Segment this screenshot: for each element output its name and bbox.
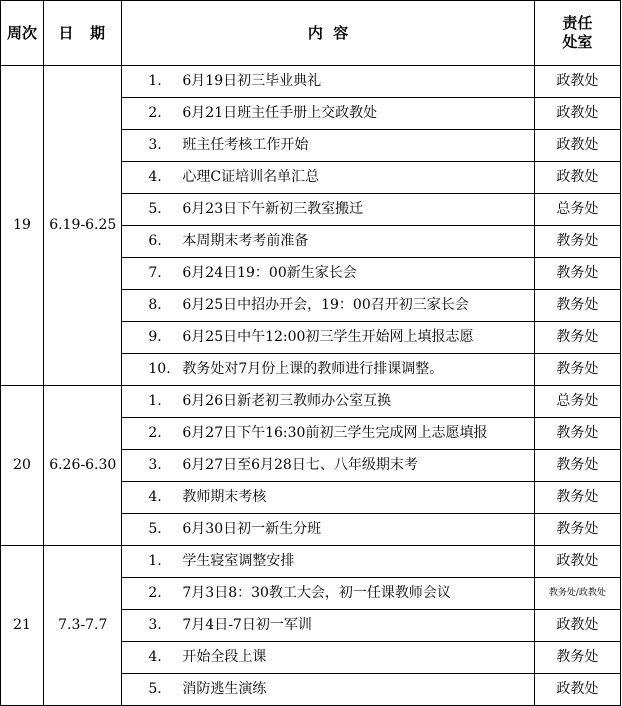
item-number: 5.: [148, 520, 162, 537]
content-cell: [122, 98, 534, 130]
date-cell: 6.19-6.25: [44, 66, 122, 386]
item-text: 本周期末考考前准备: [182, 232, 309, 249]
item-text: 开始全段上课: [182, 648, 267, 665]
item-number: 2.: [148, 584, 162, 601]
week-cell: 19: [1, 66, 44, 386]
dept-cell: 总务处: [534, 386, 620, 418]
dept-cell: 教务处: [534, 450, 620, 482]
dept-cell: 教务处: [534, 322, 620, 354]
content-cell: [122, 610, 534, 642]
item-text: 6月25日中午12:00初三学生开始网上填报志愿: [182, 328, 474, 345]
item-text: 6月19日初三毕业典礼: [182, 72, 322, 89]
item-text: 6月21日班主任手册上交政教处: [182, 104, 378, 121]
content-cell: [122, 642, 534, 674]
content-cell: [122, 130, 534, 162]
item-text: 6月25日中招办开会，19：00召开初三家长会: [182, 296, 469, 313]
item-text: 心理C证培训名单汇总: [182, 168, 320, 185]
item-text: 6月27日至6月28日七、八年级期末考: [182, 456, 418, 473]
dept-cell: 总务处: [534, 194, 620, 226]
header-row: [1, 1, 621, 66]
item-number: 1.: [148, 392, 162, 409]
item-text: 教务处对7月份上课的教师进行排课调整。: [182, 360, 444, 377]
content-cell: [122, 258, 534, 290]
week-cell: 20: [1, 386, 44, 546]
content-cell: [122, 226, 534, 258]
item-text: 6月23日下午新初三教室搬迁: [182, 200, 364, 217]
item-number: 4.: [148, 488, 162, 505]
content-cell: [122, 674, 534, 706]
header-week: 周次: [1, 1, 44, 66]
dept-cell: 教务处: [534, 290, 620, 322]
item-number: 5.: [148, 680, 162, 697]
content-cell: [122, 66, 534, 98]
table-row: [1, 546, 621, 578]
item-text: 6月24日19：00新生家长会: [182, 264, 357, 281]
dept-cell: 政教处: [534, 162, 620, 194]
item-text: 学生寝室调整安排: [182, 552, 295, 569]
dept-cell: 教务处/政教处: [534, 578, 620, 610]
content-cell: [122, 578, 534, 610]
schedule-body: [1, 66, 621, 706]
content-cell: [122, 450, 534, 482]
item-number: 3.: [148, 136, 162, 153]
item-number: 5.: [148, 200, 162, 217]
item-number: 2.: [148, 104, 162, 121]
dept-cell: 教务处: [534, 258, 620, 290]
content-cell: [122, 322, 534, 354]
dept-cell: 政教处: [534, 610, 620, 642]
item-number: 3.: [148, 456, 162, 473]
date-cell: 7.3-7.7: [44, 546, 122, 706]
content-cell: [122, 386, 534, 418]
header-dept-text: 责任处室: [562, 14, 593, 51]
item-number: 1.: [148, 72, 162, 89]
header-dept: [534, 1, 620, 66]
item-number: 1.: [148, 552, 162, 569]
table-row: [1, 66, 621, 98]
item-text: 教师期末考核: [182, 488, 267, 505]
week-cell: 21: [1, 546, 44, 706]
dept-cell: 政教处: [534, 674, 620, 706]
dept-cell: 教务处: [534, 226, 620, 258]
item-number: 2.: [148, 424, 162, 441]
item-number: 8.: [148, 296, 162, 313]
content-cell: [122, 482, 534, 514]
item-number: 3.: [148, 616, 162, 633]
dept-cell: 教务处: [534, 482, 620, 514]
dept-cell: 教务处: [534, 642, 620, 674]
item-number: 4.: [148, 648, 162, 665]
item-text: 班主任考核工作开始: [182, 136, 309, 153]
dept-cell: 政教处: [534, 98, 620, 130]
item-number: 4.: [148, 168, 162, 185]
dept-cell: 教务处: [534, 354, 620, 386]
header-date: 日 期: [44, 1, 122, 66]
item-number: 9.: [148, 328, 162, 345]
dept-cell: 政教处: [534, 546, 620, 578]
item-number: 6.: [148, 232, 162, 249]
dept-cell: 教务处: [534, 514, 620, 546]
date-cell: 6.26-6.30: [44, 386, 122, 546]
item-text: 6月26日新老初三教师办公室互换: [182, 392, 392, 409]
item-text: 7月4日-7日初一军训: [182, 616, 312, 633]
dept-cell: 政教处: [534, 130, 620, 162]
item-text: 消防逃生演练: [182, 680, 267, 697]
item-text: 6月30日初一新生分班: [182, 520, 322, 537]
content-cell: [122, 418, 534, 450]
item-number: 7.: [148, 264, 162, 281]
content-cell: [122, 162, 534, 194]
table-row: [1, 386, 621, 418]
item-text: 6月27日下午16:30前初三学生完成网上志愿填报: [182, 424, 488, 441]
content-cell: [122, 354, 534, 386]
header-content: 内 容: [122, 1, 534, 66]
content-cell: [122, 194, 534, 226]
item-text: 7月3日8：30教工大会，初一任课教师会议: [182, 584, 451, 601]
dept-cell: 教务处: [534, 418, 620, 450]
content-cell: [122, 290, 534, 322]
content-cell: [122, 546, 534, 578]
content-cell: [122, 514, 534, 546]
item-number: 10.: [148, 360, 171, 377]
dept-cell: 政教处: [534, 66, 620, 98]
